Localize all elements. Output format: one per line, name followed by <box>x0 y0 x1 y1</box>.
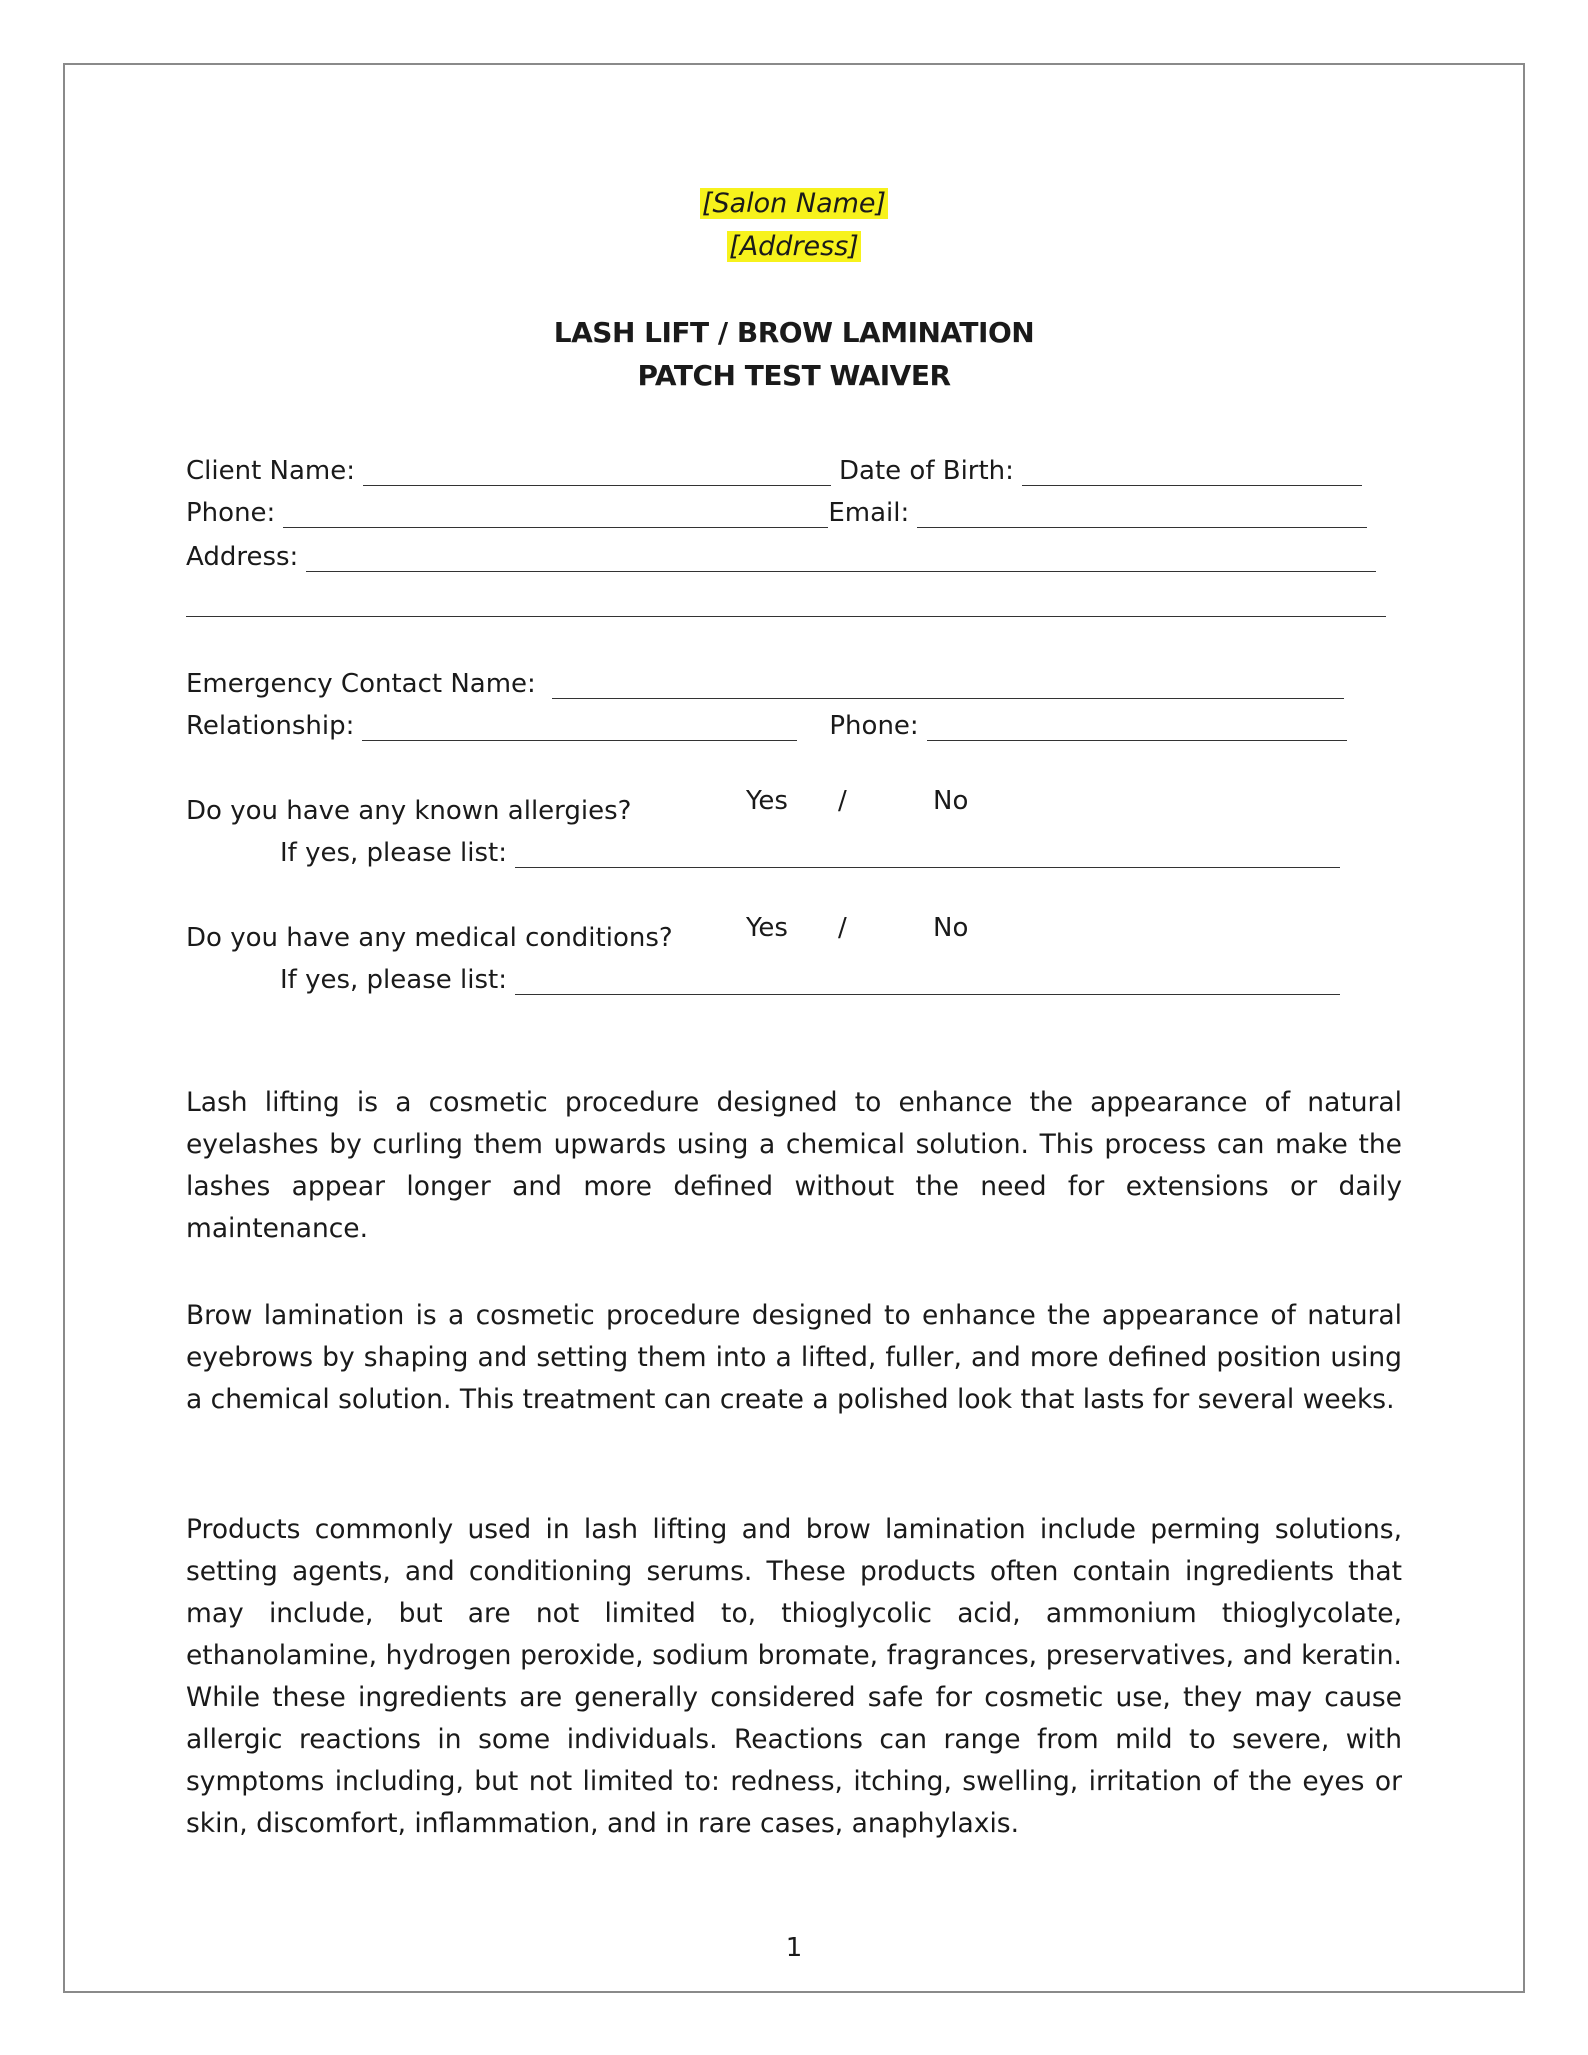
allergies-question-text: Do you have any known allergies? <box>186 796 632 826</box>
row-phone <box>186 486 1402 528</box>
address-field[interactable] <box>306 543 1376 572</box>
emergency-name-field[interactable] <box>552 670 1344 699</box>
row-relationship <box>186 699 1402 741</box>
title-line-2: PATCH TEST WAIVER <box>637 359 951 392</box>
allergies-list-row <box>280 826 1496 868</box>
allergies-list-label: If yes, please list: <box>280 838 507 868</box>
salon-address <box>0 231 1588 262</box>
allergies-no[interactable]: No <box>933 786 969 816</box>
email-label: Email: <box>828 498 910 528</box>
row-address <box>186 530 1402 572</box>
allergies-question <box>186 784 1402 826</box>
row-client <box>186 444 1402 486</box>
medical-no[interactable]: No <box>933 913 969 943</box>
relationship-field[interactable] <box>362 712 797 741</box>
medical-list-field[interactable] <box>515 966 1340 995</box>
paragraph-products: Products commonly used in lash lifting and brow lamination include perming solutions, setting agents, and conditioning serums. These products often contain ingredients that may include, but are not limited to, thioglycolic acid, ammonium thioglycolate, ethanolamine, hydrogen peroxide, sodium bromate, fragrances, preservatives, and keratin. While these ingredients are generally considered safe for cosmetic use, they may cause allergic reactions in some individuals. Reactions can range from mild to severe, with symptoms including, but not limited to: redness, itching, swelling, irritation of the eyes or skin, discomfort, inflammation, and in rare cases, anaphylaxis. <box>186 1514 1402 1839</box>
allergies-list-field[interactable] <box>515 839 1340 868</box>
medical-question <box>186 911 1402 953</box>
email-field[interactable] <box>917 499 1367 528</box>
allergies-separator: / <box>838 786 847 816</box>
emergency-phone-field[interactable] <box>927 712 1347 741</box>
client-name-label: Client Name: <box>186 456 355 486</box>
dob-field[interactable] <box>1022 457 1362 486</box>
emergency-name-label: Emergency Contact Name: <box>186 669 536 699</box>
relationship-label: Relationship: <box>186 711 355 741</box>
phone-field[interactable] <box>283 499 828 528</box>
page-number: 1 <box>785 1933 803 1963</box>
address-label: Address: <box>186 542 299 572</box>
medical-list-row <box>280 953 1496 995</box>
address-field-2[interactable] <box>186 588 1386 617</box>
emergency-phone-label: Phone: <box>829 711 919 741</box>
title-line-1: LASH LIFT / BROW LAMINATION <box>553 316 1035 349</box>
salon-name-text: [Salon Name] <box>701 188 887 219</box>
medical-list-label: If yes, please list: <box>280 965 507 995</box>
salon-name <box>0 188 1588 219</box>
client-name-field[interactable] <box>363 457 831 486</box>
row-emergency <box>186 657 1402 699</box>
phone-label: Phone: <box>186 498 276 528</box>
paragraph-brow-lamination: Brow lamination is a cosmetic procedure designed to enhance the appearance of natural eyebrows by shaping and setting them into a lifted, fuller, and more defined position using a chemical solution. This treatment can create a polished look that lasts for several weeks. <box>186 1300 1402 1415</box>
medical-separator: / <box>838 913 847 943</box>
row-address-2 <box>186 575 1402 617</box>
salon-address-text: [Address] <box>729 231 859 262</box>
dob-label: Date of Birth: <box>839 456 1014 486</box>
medical-yes[interactable]: Yes <box>746 913 788 943</box>
allergies-yes[interactable]: Yes <box>746 786 788 816</box>
paragraph-lash-lifting: Lash lifting is a cosmetic procedure designed to enhance the appearance of natural eyelashes by curling them upwards using a chemical solution. This process can make the lashes appear longer and more defined without the need for extensions or daily maintenance. <box>186 1087 1402 1244</box>
medical-question-text: Do you have any medical conditions? <box>186 923 673 953</box>
